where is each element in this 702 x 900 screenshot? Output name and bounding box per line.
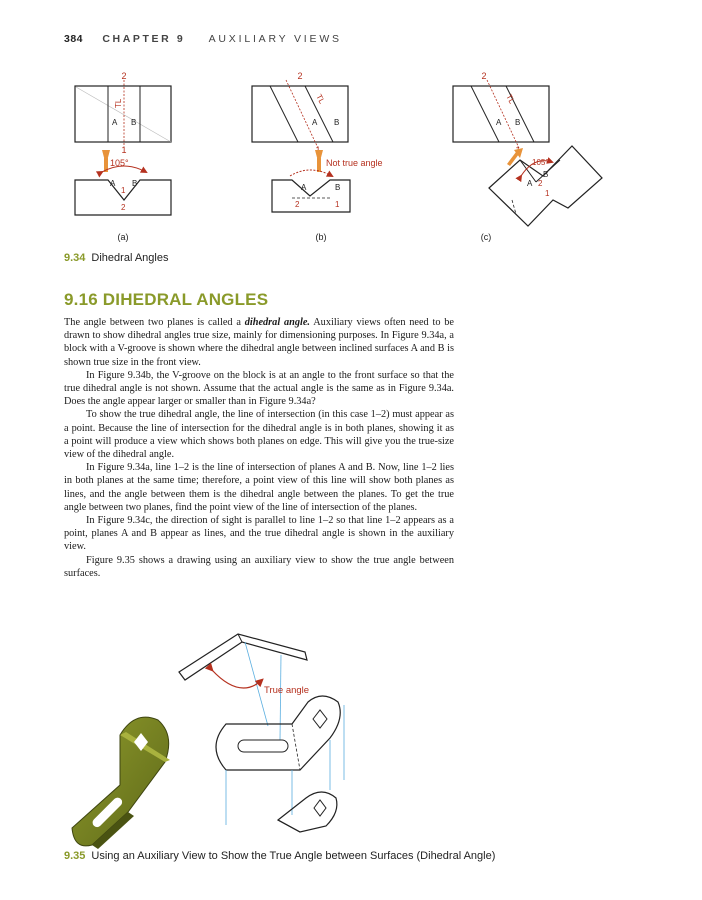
panel-b-edge-2: 2 — [297, 71, 303, 81]
panel-c-top-view — [453, 86, 549, 142]
panel-b-label: (b) — [315, 232, 327, 242]
panel-a-label: (a) — [117, 232, 129, 242]
bracket-solid-model — [72, 717, 170, 849]
panel-c-label: (c) — [480, 232, 492, 242]
paragraph-5: In Figure 9.34c, the direction of sight is parallel to line 1–2 so that line 1–2 appears as a point, planes A and B appear as lines, and the true dihedral angle is shown in the auxiliary view. — [64, 515, 454, 553]
panel-b-note: Not true angle — [326, 158, 383, 168]
true-angle-label: True angle — [264, 685, 310, 696]
panel-c — [453, 71, 602, 242]
panel-c-point-1: 1 — [545, 189, 550, 198]
paragraph-1-end: Auxiliary views often need to be drawn to show dihedral angles true size, mainly for dimensioning purposes. In Figure 9.34a, a block with a V-groove is shown where the dihedral angle between inclined surfaces A and B is shown true size in the front view. — [64, 317, 455, 368]
section-label: AUXILIARY VIEWS — [208, 33, 342, 45]
paragraph-1-start: The angle between two planes is called a — [64, 317, 245, 328]
figure-9-35 — [0, 620, 702, 860]
panel-c-aux-plane-a: A — [527, 179, 533, 188]
panel-a-edge-1: 1 — [121, 145, 127, 155]
chapter-label: CHAPTER 9 — [102, 33, 186, 45]
figure-9-35-caption-text: Using an Auxiliary View to Show the True Angle between Surfaces (Dihedral Angle) — [91, 850, 496, 862]
figure-9-35-caption — [64, 850, 495, 862]
panel-b-plane-b: B — [334, 118, 340, 127]
figure-9-35-number: 9.35 — [64, 850, 86, 862]
paragraph-6: Figure 9.35 shows a drawing using an auxiliary view to show the true angle between surfaces. — [64, 554, 454, 579]
panel-a-edge-2: 2 — [121, 71, 127, 81]
panel-c-point-2: 2 — [538, 179, 543, 188]
panel-b — [252, 71, 383, 242]
panel-c-plane-b: B — [515, 118, 521, 127]
panel-a-plane-a: A — [112, 118, 118, 127]
panel-b-front-plane-b: B — [335, 183, 341, 192]
panel-a-plane-b: B — [131, 118, 137, 127]
panel-a-point-2: 2 — [121, 203, 126, 212]
panel-a-angle: 105° — [110, 158, 129, 168]
section-heading: 9.16 DIHEDRAL ANGLES — [64, 290, 269, 309]
panel-b-plane-a: A — [312, 118, 318, 127]
panel-b-point-1: 1 — [335, 200, 340, 209]
term-dihedral-angle: dihedral angle. — [244, 317, 311, 328]
panel-c-plane-a: A — [496, 118, 502, 127]
true-angle-arc — [212, 670, 262, 688]
panel-a-front-plane-b: B — [132, 179, 138, 188]
panel-b-top-view — [252, 86, 348, 142]
figure-9-34-number: 9.34 — [64, 252, 86, 264]
figure-9-34-caption-text: Dihedral Angles — [91, 252, 169, 264]
panel-c-edge-2: 2 — [481, 71, 487, 81]
paragraph-4: In Figure 9.34a, line 1–2 is the line of intersection of planes A and B. Now, line 1–2 lies in both planes at the same time; therefore, a point view of this line will show both planes as lines, and the angle between them is the dihedral angle between the planes. To get the true angle between two planes, find the point view of the line of intersection of the planes. — [64, 462, 454, 513]
figure-9-34 — [0, 0, 702, 260]
panel-a — [75, 71, 171, 242]
panel-a-point-1: 1 — [121, 186, 126, 195]
bracket-front-view — [278, 792, 337, 832]
panel-a-tl: TL — [114, 98, 123, 108]
panel-c-tl: TL — [504, 92, 517, 106]
panel-b-point-2: 2 — [295, 200, 300, 209]
page-number: 384 — [64, 33, 84, 45]
panel-b-front-plane-a: A — [301, 183, 307, 192]
paragraph-1 — [64, 316, 454, 369]
paragraph-2: In Figure 9.34b, the V-groove on the block is at an angle to the front surface so that the true dihedral angle is not shown. Assume that the actual angle is the same as in Figure 9.34a. Does the angle appear larger or smaller than in Figure 9.34a? — [64, 369, 454, 408]
panel-c-aux-plane-b: B — [543, 170, 549, 179]
panel-b-tl: TL — [314, 92, 327, 106]
panel-a-front-plane-a: A — [110, 179, 116, 188]
figure-9-34-caption — [64, 252, 168, 264]
panel-c-angle: 105° — [532, 158, 549, 167]
body-text — [64, 316, 454, 580]
paragraph-3: To show the true dihedral angle, the line of intersection (in this case 1–2) must appear as a point. Because the line of intersection for the dihedral angle is in both planes, showing it as a point will produce a view which shows both planes on edge. This will give you the true-size view of the dihedral angle. — [64, 409, 454, 461]
